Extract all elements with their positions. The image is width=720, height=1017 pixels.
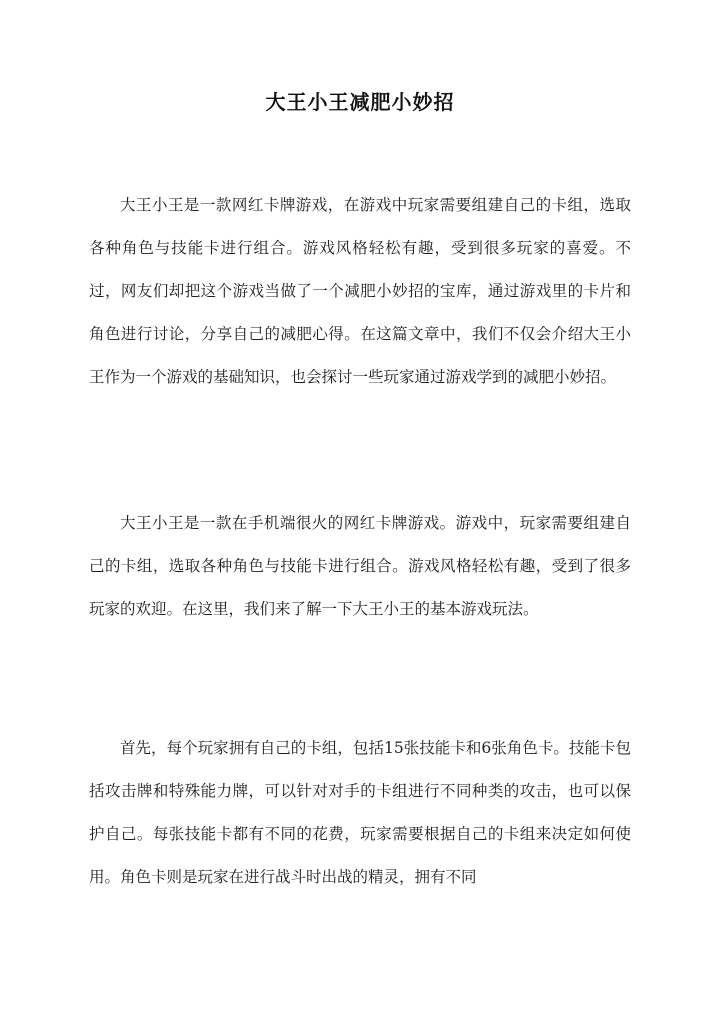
paragraph-card-deck: 首先，每个玩家拥有自己的卡组，包括15张技能卡和6张角色卡。技能卡包括攻击牌和特殊能力牌，可以针对对手的卡组进行不同种类的攻击，也可以保护自己。每张技能卡都有不同的花费，玩家需要根据自己的卡组来决定如何使用。角色卡则是玩家在进行战斗时出战的精灵，拥有不同 <box>89 739 631 886</box>
document-title: 大王小王减肥小妙招 <box>265 90 455 114</box>
paragraph-intro: 大王小王是一款网红卡牌游戏，在游戏中玩家需要组建自己的卡组，选取各种角色与技能卡进行组合。游戏风格轻松有趣，受到很多玩家的喜爱。不过，网友们却把这个游戏当做了一个减肥小妙招的宝库，通过游戏里的卡片和角色进行讨论，分享自己的减肥心得。在这篇文章中，我们不仅会介绍大王小王作为一个游戏的基础知识，也会探讨一些玩家通过游戏学到的减肥小妙招。 <box>89 196 631 386</box>
paragraph-game-overview: 大王小王是一款在手机端很火的网红卡牌游戏。游戏中，玩家需要组建自己的卡组，选取各种角色与技能卡进行组合。游戏风格轻松有趣，受到了很多玩家的欢迎。在这里，我们来了解一下大王小王的基本游戏玩法。 <box>89 514 631 618</box>
